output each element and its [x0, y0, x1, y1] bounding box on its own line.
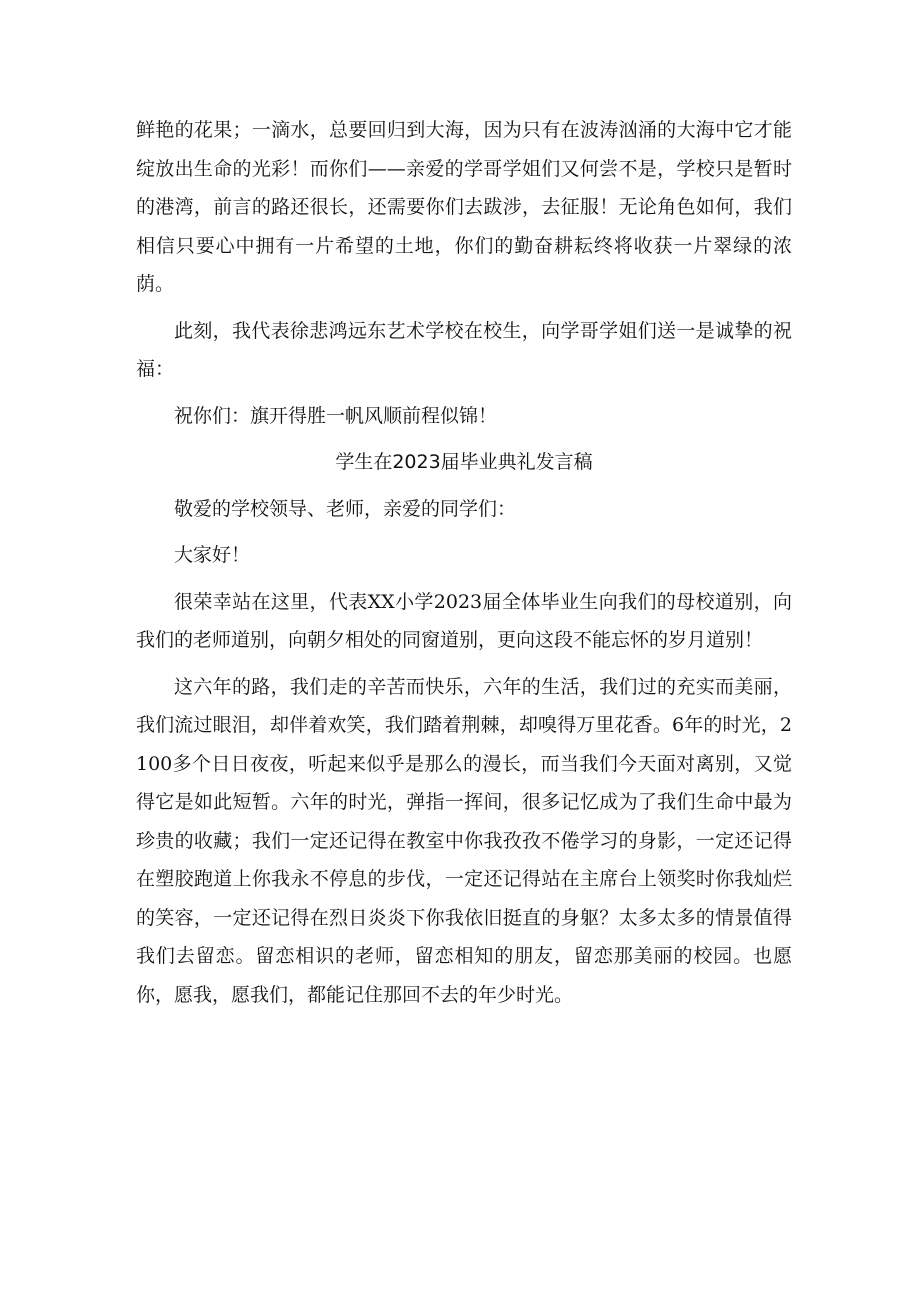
speech-title: 学生在2023届毕业典礼发言稿	[335, 451, 593, 473]
paragraph-blessing-line: 祝你们：旗开得胜一帆风顺前程似锦！	[174, 404, 498, 427]
paragraph-closing-wishes: 鲜艳的花果；一滴水，总要回归到大海，因为只有在波涛汹涌的大海中它才能绽放出生命的光彩！而你们——亲爱的学哥学姐们又何尝不是，学校只是暂时的港湾，前言的路还很长，还需要你们去跋涉，去征服！无论角色如何，我们相信只要心中拥有一片希望的土地，你们的勤奋耕耘终将收获一片翠绿的浓荫。	[136, 119, 792, 295]
document-body	[136, 111, 792, 1022]
greeting: 大家好！	[174, 544, 251, 566]
paragraph-farewell: 很荣幸站在这里，代表XX小学2023届全体毕业生向我们的母校道别，向我们的老师道别，向朝夕相处的同窗道别，更向这段不能忘怀的岁月道别！	[136, 590, 792, 651]
paragraph-representative-blessing: 此刻，我代表徐悲鸿远东艺术学校在校生，向学哥学姐们送一是诚挚的祝福：	[136, 319, 792, 380]
paragraph-six-years: 这六年的路，我们走的辛苦而快乐，六年的生活，我们过的充实而美丽，我们流过眼泪，却伴着欢笑，我们踏着荆棘，却嗅得万里花香。6年的时光，2100多个日日夜夜，听起来似乎是那么的漫长，而当我们今天面对离别，又觉得它是如此短暂。六年的时光，弹指一挥间，很多记忆成为了我们生命中最为珍贵的收藏；我们一定还记得在教室中你我孜孜不倦学习的身影，一定还记得在塑胶跑道上你我永不停息的步伐，一定还记得站在主席台上领奖时你我灿烂的笑容，一定还记得在烈日炎炎下你我依旧挺直的身躯？太多太多的情景值得我们去留恋。留恋相识的老师，留恋相知的朋友，留恋那美丽的校园。也愿你，愿我，愿我们，都能记住那回不去的年少时光。	[136, 675, 792, 1006]
salutation: 敬爱的学校领导、老师，亲爱的同学们：	[174, 497, 517, 520]
